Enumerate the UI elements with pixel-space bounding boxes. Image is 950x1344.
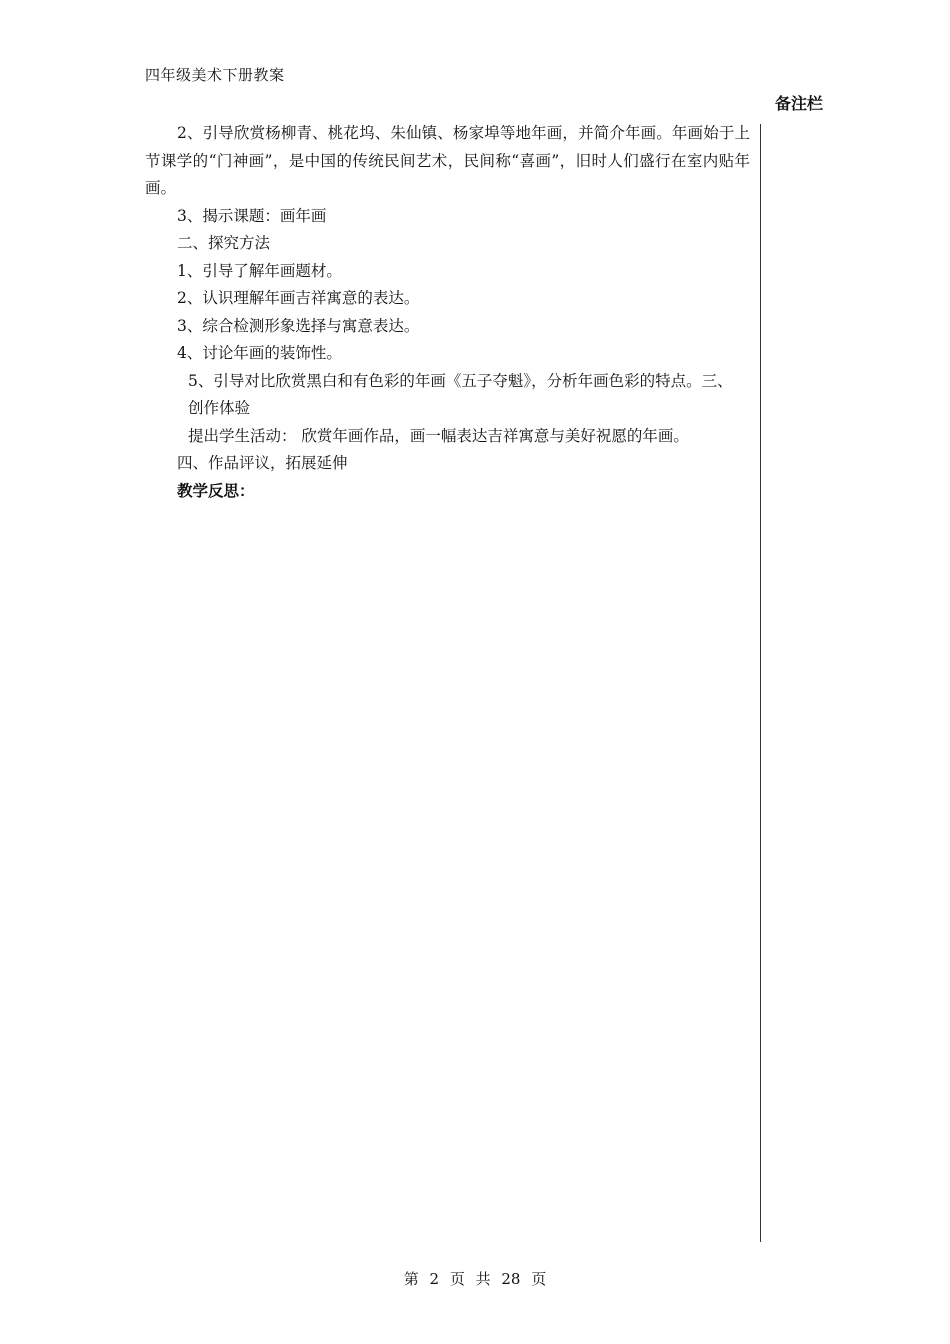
list-item: 1、引导了解年画题材。 xyxy=(177,261,342,280)
notes-column-label: 备注栏 xyxy=(775,94,824,113)
notes-column-divider xyxy=(760,124,761,1242)
section-heading-review: 四、作品评议，拓展延伸 xyxy=(177,454,348,472)
list-item-continuation: 创作体验 xyxy=(188,399,251,417)
list-item: 5、引导对比欣赏黑白和有色彩的年画《五子夺魁》，分析年画色彩的特点。三、 xyxy=(188,371,733,390)
list-item: 4、讨论年画的装饰性。 xyxy=(177,344,342,362)
paragraph-appreciation: 2、引导欣赏杨柳青、桃花坞、朱仙镇、杨家埠等地年画，并简介年画。年画始于上节课学的“门神画”，是中国的传统民间艺术，民间称“喜画”，旧时人们盛行在室内贴年画。 xyxy=(145,124,750,197)
page-number-footer: 第 2 页 共 28 页 xyxy=(403,1270,547,1288)
document-header-title: 四年级美术下册教案 xyxy=(145,66,285,84)
teaching-reflection-heading: 教学反思： xyxy=(177,481,255,500)
paragraph-student-activity: 提出学生活动： 欣赏年画作品，画一幅表达吉祥寓意与美好祝愿的年画。 xyxy=(188,426,689,445)
section-heading-explore: 二、探究方法 xyxy=(177,234,271,252)
paragraph-topic: 3、揭示课题：画年画 xyxy=(177,206,327,225)
list-item: 2、认识理解年画吉祥寓意的表达。 xyxy=(177,289,420,307)
lesson-content xyxy=(145,120,750,505)
list-item: 3、综合检测形象选择与寓意表达。 xyxy=(177,316,420,335)
